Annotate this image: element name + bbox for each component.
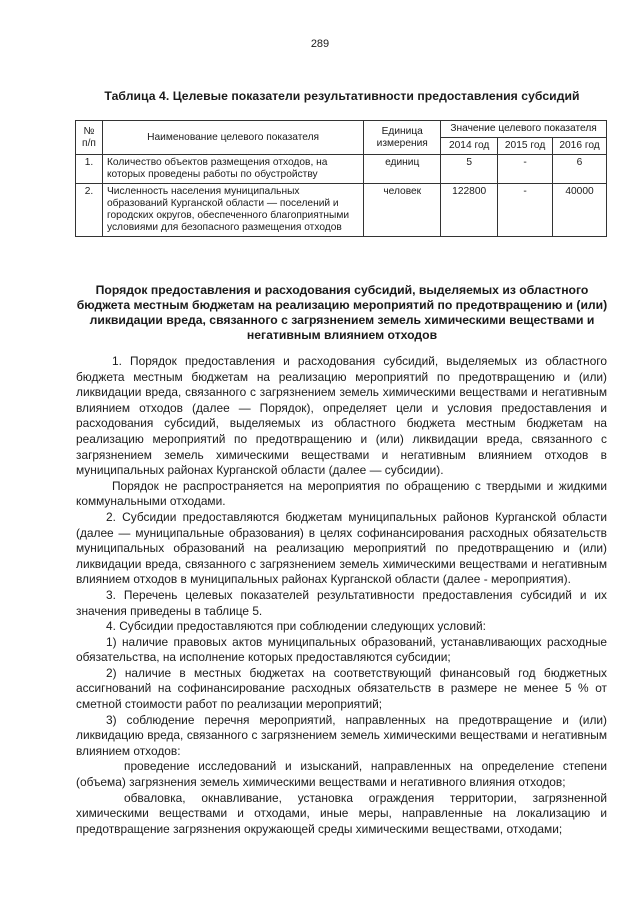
paragraph: 3. Перечень целевых показателей результативности предоставления субсидий и их значения приведены в таблице 5. [76, 587, 607, 618]
table-header-row [76, 121, 607, 138]
section-heading: Порядок предоставления и расходования субсидий, выделяемых из областного бюджета местным бюджетам на реализацию мероприятий по предотвращению и (или) ликвидации вреда, связанного с загрязнением земель химическими веществами и негативным влиянием отходов [76, 283, 608, 342]
paragraph: 4. Субсидии предоставляются при соблюдении следующих условий: [106, 619, 486, 634]
row-num: 1. [76, 155, 103, 184]
row-value-2014: 5 [441, 155, 498, 184]
paragraph: проведение исследований и изысканий, направленных на определение степени (объема) загрязнения земель химическими веществами и негативного влияния отходов; [76, 759, 607, 790]
table-row [76, 184, 607, 237]
table-title: Таблица 4. Целевые показатели результативности предоставления субсидий [104, 89, 580, 103]
header-name: Наименование целевого показателя [102, 121, 363, 155]
row-value-2015: - [498, 184, 553, 237]
body-text [76, 354, 607, 837]
header-value-group: Значение целевого показателя [441, 121, 607, 138]
header-unit: Единица измерения [364, 121, 441, 155]
header-year: 2015 год [498, 138, 553, 155]
indicators-table [75, 120, 607, 237]
page-number: 289 [310, 38, 330, 50]
paragraph: 2. Субсидии предоставляются бюджетам муниципальных районов Курганской области (далее — муниципальные образования) в целях софинансирования расходных обязательств муниципальных образований на реализацию мероприятий по предотвращению и (или) ликвидации вреда, связанного с загрязнением земель химическими веществами и негативным влиянием отходов в муниципальных районах Курганской области (далее - мероприятия). [76, 509, 607, 587]
row-num: 2. [76, 184, 103, 237]
row-unit: человек [364, 184, 441, 237]
header-year: 2014 год [441, 138, 498, 155]
header-year: 2016 год [553, 138, 607, 155]
row-value-2014: 122800 [441, 184, 498, 237]
paragraph: 1. Порядок предоставления и расходования субсидий, выделяемых из областного бюджета местным бюджетам на реализацию мероприятий по предотвращению и (или) ликвидации вреда, связанного с загрязнением земель химическими веществами и негативным влиянием отходов (далее — Порядок), определяет цели и условия предоставления и расходования субсидий, выделяемых из областного бюджета местным бюджетам на реализацию мероприятий по предотвращению и (или) ликвидации вреда, связанного с загрязнением земель химическими веществами и негативным влиянием отходов в муниципальных районах Курганской области (далее — субсидии). [76, 354, 607, 478]
paragraph: 1) наличие правовых актов муниципальных образований, устанавливающих расходные обязательства, на исполнение которых предоставляются субсидии; [76, 634, 607, 665]
table-row [76, 155, 607, 184]
row-value-2015: - [498, 155, 553, 184]
paragraph: 3) соблюдение перечня мероприятий, направленных на предотвращение и (или) ликвидацию вреда, связанного с загрязнением земель химическими веществами и негативным влиянием отходов: [76, 712, 607, 758]
row-value-2016: 6 [553, 155, 607, 184]
row-value-2016: 40000 [553, 184, 607, 237]
header-num: № п/п [76, 121, 103, 155]
row-unit: единиц [364, 155, 441, 184]
paragraph: обваловка, окнавливание, установка ограждения территории, загрязненной химическими веществами и отходами, иные меры, направленные на локализацию и предотвращение загрязнения окружающей среды химическими веществами, отходами; [76, 790, 607, 836]
paragraph: Порядок не распространяется на мероприятия по обращению с твердыми и жидкими коммунальными отходами. [76, 478, 607, 509]
row-name: Численность населения муниципальных образований Курганской области — поселений и городских округов, обеспеченного благоприятными условиями для безопасного размещения отходов [102, 184, 363, 237]
paragraph: 2) наличие в местных бюджетах на соответствующий финансовый год бюджетных ассигнований на софинансирование расходных обязательств в размере не менее 5 % от сметной стоимости работ по реализации мероприятий; [76, 665, 607, 712]
row-name: Количество объектов размещения отходов, на которых проведены работы по обустройству [102, 155, 363, 184]
